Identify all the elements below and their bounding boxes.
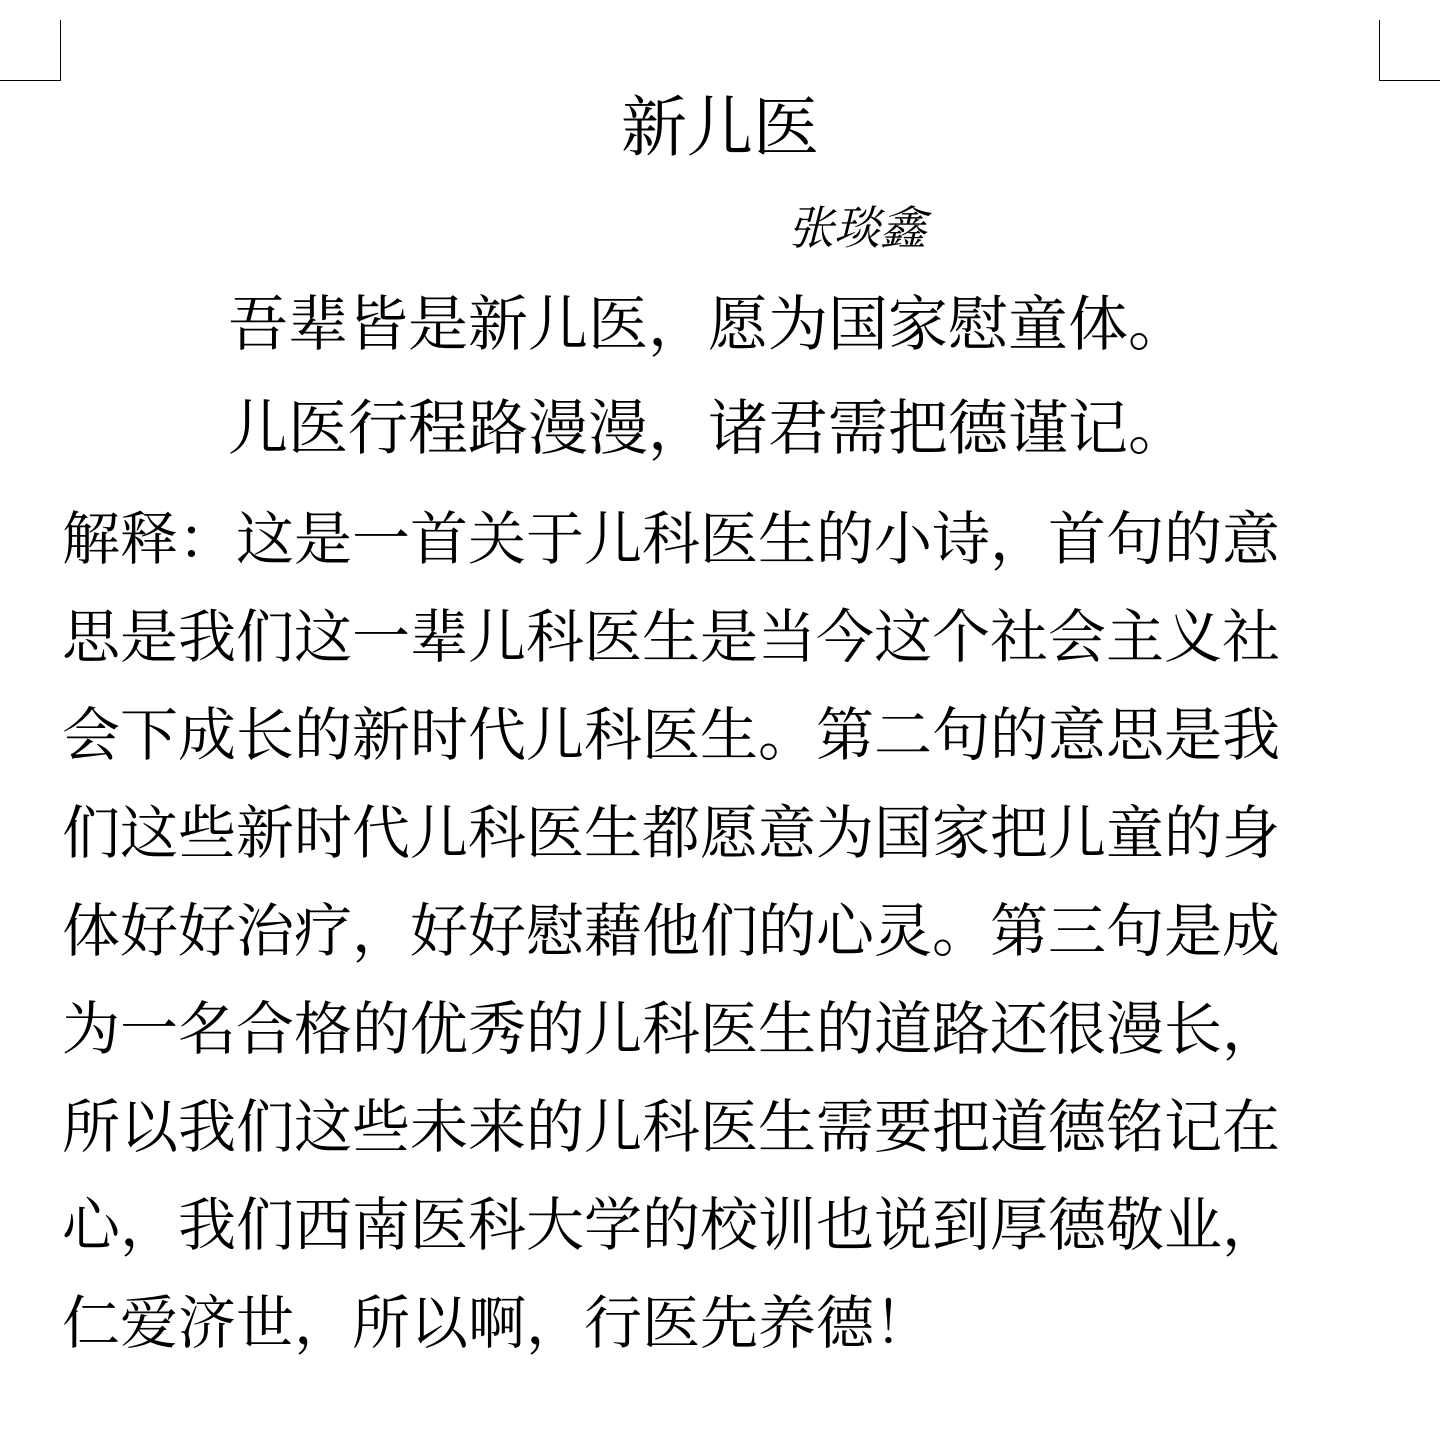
explanation-line: 会下成长的新时代儿科医生。第二句的意思是我 <box>62 701 1281 769</box>
explanation-paragraph <box>62 490 1378 1372</box>
explanation-line: 解释：这是一首关于儿科医生的小诗，首句的意 <box>62 505 1281 573</box>
crop-mark-top-right <box>1379 20 1440 81</box>
explanation-line: 体好好治疗，好好慰藉他们的心灵。第三句是成 <box>62 897 1281 965</box>
explanation-line: 所以我们这些未来的儿科医生需要把道德铭记在 <box>62 1093 1281 1161</box>
poem-author: 张琰鑫 <box>788 201 926 255</box>
crop-mark-top-left <box>0 20 61 81</box>
explanation-line: 为一名合格的优秀的儿科医生的道路还很漫长， <box>62 995 1281 1063</box>
explanation-line: 思是我们这一辈儿科医生是当今这个社会主义社 <box>62 603 1281 671</box>
poem-line-2: 儿医行程路漫漫，诸君需把德谨记。 <box>228 394 1188 464</box>
poem-line-1: 吾辈皆是新儿医，愿为国家慰童体。 <box>228 290 1188 360</box>
explanation-line: 心，我们西南医科大学的校训也说到厚德敬业， <box>62 1191 1281 1259</box>
explanation-line: 们这些新时代儿科医生都愿意为国家把儿童的身 <box>62 799 1281 867</box>
explanation-line: 仁爱济世，所以啊，行医先养德！ <box>62 1289 933 1357</box>
poem-title: 新儿医 <box>621 89 819 166</box>
